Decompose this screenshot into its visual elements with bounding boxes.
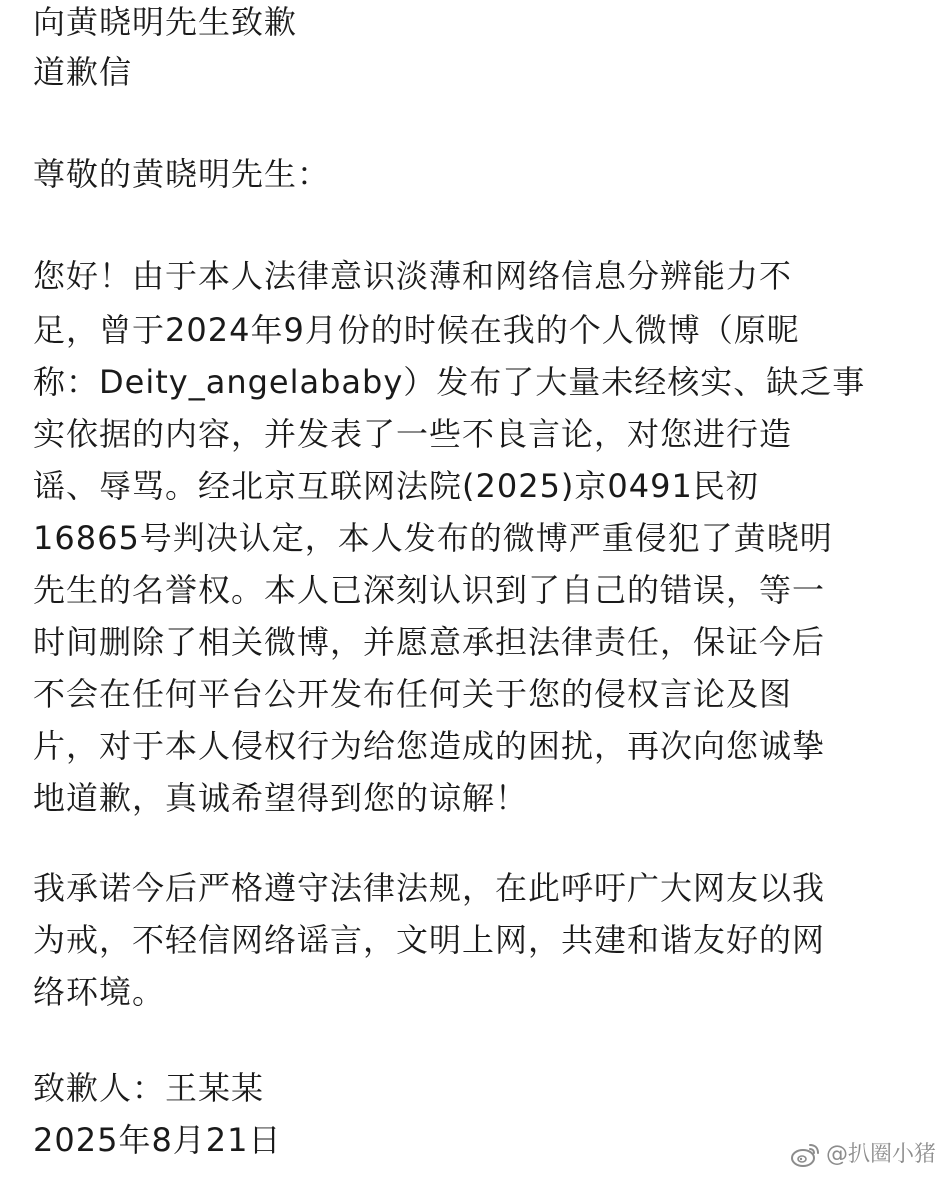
paragraph1-line: 称：Deity_angelababy）发布了大量未经核实、缺乏事 — [33, 363, 866, 401]
paragraph1-line: 片，对于本人侵权行为给您造成的困扰，再次向您诚挚 — [33, 727, 826, 765]
paragraph1-line: 先生的名誉权。本人已深刻认识到了自己的错误，等一 — [33, 571, 826, 609]
letter-title: 向黄晓明先生致歉 — [33, 3, 298, 41]
paragraph1-line: 16865号判决认定，本人发布的微博严重侵犯了黄晓明 — [33, 519, 833, 557]
paragraph1-line: 足，曾于2024年9月份的时候在我的个人微博（原昵 — [33, 311, 800, 349]
paragraph2-line: 我承诺今后严格遵守法律法规，在此呼吁广大网友以我 — [33, 869, 826, 907]
paragraph1-line: 谣、辱骂。经北京互联网法院(2025)京0491民初 — [33, 467, 759, 505]
weibo-watermark — [790, 1142, 936, 1168]
paragraph2-line: 络环境。 — [33, 973, 166, 1011]
paragraph1-line: 您好！由于本人法律意识淡薄和网络信息分辨能力不 — [33, 257, 793, 295]
paragraph2-line: 为戒，不轻信网络谣言，文明上网，共建和谐友好的网 — [33, 921, 826, 959]
letter-salutation: 尊敬的黄晓明先生： — [33, 155, 331, 193]
paragraph1-line: 不会在任何平台公开发布任何关于您的侵权言论及图 — [33, 675, 793, 713]
watermark-text: @扒圈小猪 — [825, 1142, 936, 1167]
paragraph1-line: 地道歉，真诚希望得到您的谅解！ — [33, 779, 529, 817]
weibo-icon — [790, 1142, 820, 1168]
letter-signature: 致歉人：王某某 — [33, 1069, 265, 1107]
letter-date: 2025年8月21日 — [33, 1121, 282, 1159]
letter-subtitle: 道歉信 — [33, 53, 133, 91]
paragraph1-line: 实依据的内容，并发表了一些不良言论，对您进行造 — [33, 415, 793, 453]
paragraph1-line: 时间删除了相关微博，并愿意承担法律责任，保证今后 — [33, 623, 826, 661]
